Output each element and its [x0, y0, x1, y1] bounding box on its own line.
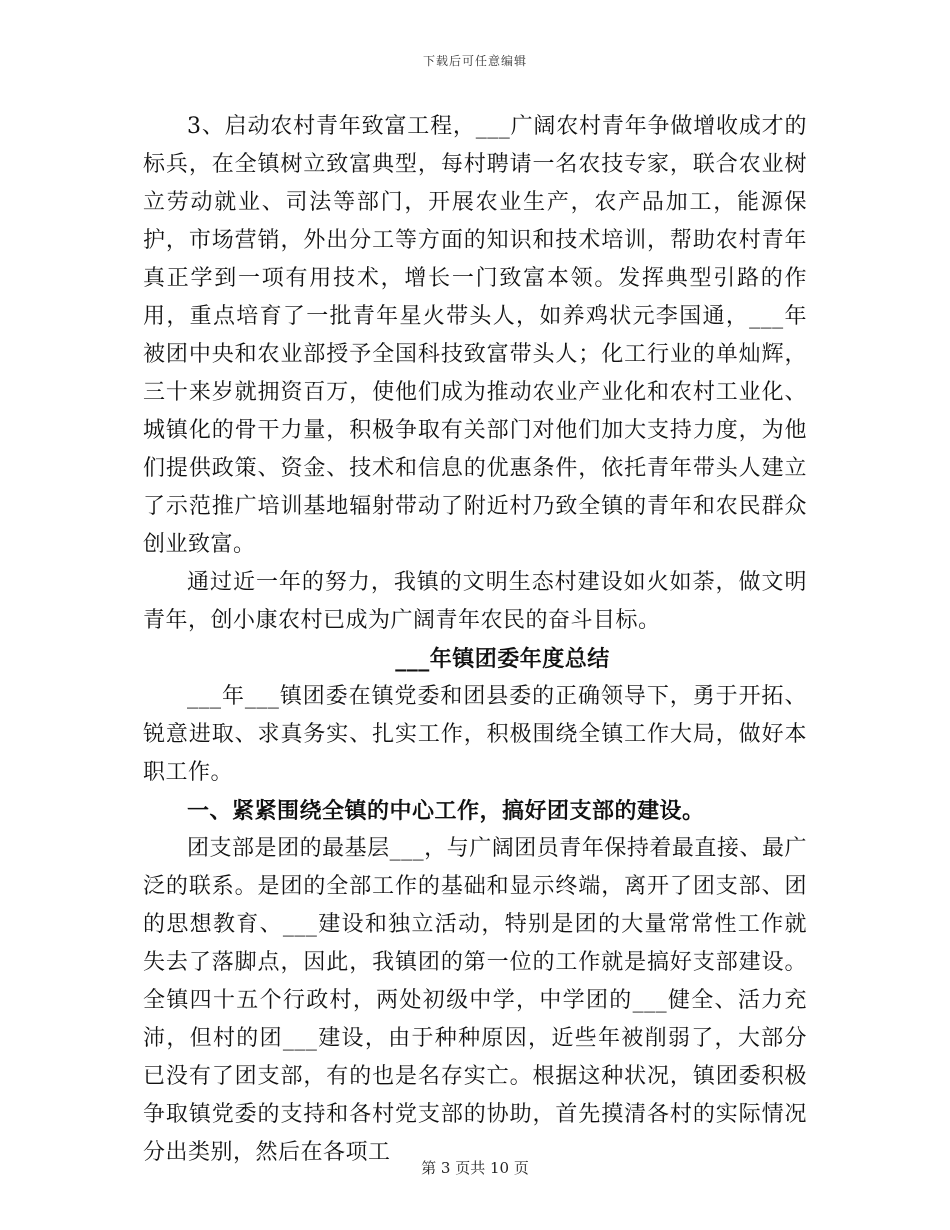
document-body [143, 108, 807, 1172]
paragraph-branch-building: 团支部是团的最基层___，与广阔团员青年保持着最直接、最广泛的联系。是团的全部工作的基础和显示终端，离开了团支部、团的思想教育、___建设和独立活动，特别是团的大量常常性工作就失去了落脚点，因此，我镇团的第一位的工作就是搞好支部建设。全镇四十五个行政村，两处初级中学，中学团的___健全、活力充沛，但村的团___建设，由于种种原因，近些年被削弱了，大部分已没有了团支部，有的也是名存实亡。根据这种状况，镇团委积极争取镇党委的支持和各村党支部的协助，首先摸清各村的实际情况分出类别，然后在各项工 [143, 836, 807, 1165]
page-number-footer: 第 3 页共 10 页 [421, 1159, 529, 1177]
section-heading-1: 一、紧紧围绕全镇的中心工作，搞好团支部的建设。 [187, 798, 705, 824]
paragraph-intro: ___年___镇团委在镇党委和团县委的正确领导下，勇于开拓、锐意进取、求真务实、扎实工作，积极围绕全镇工作大局，做好本职工作。 [143, 684, 807, 785]
document-title: ___年镇团委年度总结 [395, 646, 610, 672]
paragraph-youth-wealth-project: 3、启动农村青年致富工程，___广阔农村青年争做增收成才的标兵，在全镇树立致富典型，每村聘请一名农技专家，联合农业树立劳动就业、司法等部门，开展农业生产，农产品加工，能源保护，市场营销，外出分工等方面的知识和技术培训，帮助农村青年真正学到一项有用技术，增长一门致富本领。发挥典型引路的作用，重点培育了一批青年星火带头人，如养鸡状元李国通，___年被团中央和农业部授予全国科技致富带头人；化工行业的单灿辉，三十来岁就拥资百万，使他们成为推动农业产业化和农村工业化、城镇化的骨干力量，积极争取有关部门对他们加大支持力度，为他们提供政策、资金、技术和信息的优惠条件，依托青年带头人建立了示范推广培训基地辐射带动了附近村乃致全镇的青年和农民群众创业致富。 [143, 114, 807, 557]
page-header: 下载后可任意编辑 [422, 54, 527, 68]
paragraph-progress-summary: 通过近一年的努力，我镇的文明生态村建设如火如荼，做文明青年，创小康农村已成为广阔青年农民的奋斗目标。 [143, 570, 807, 633]
